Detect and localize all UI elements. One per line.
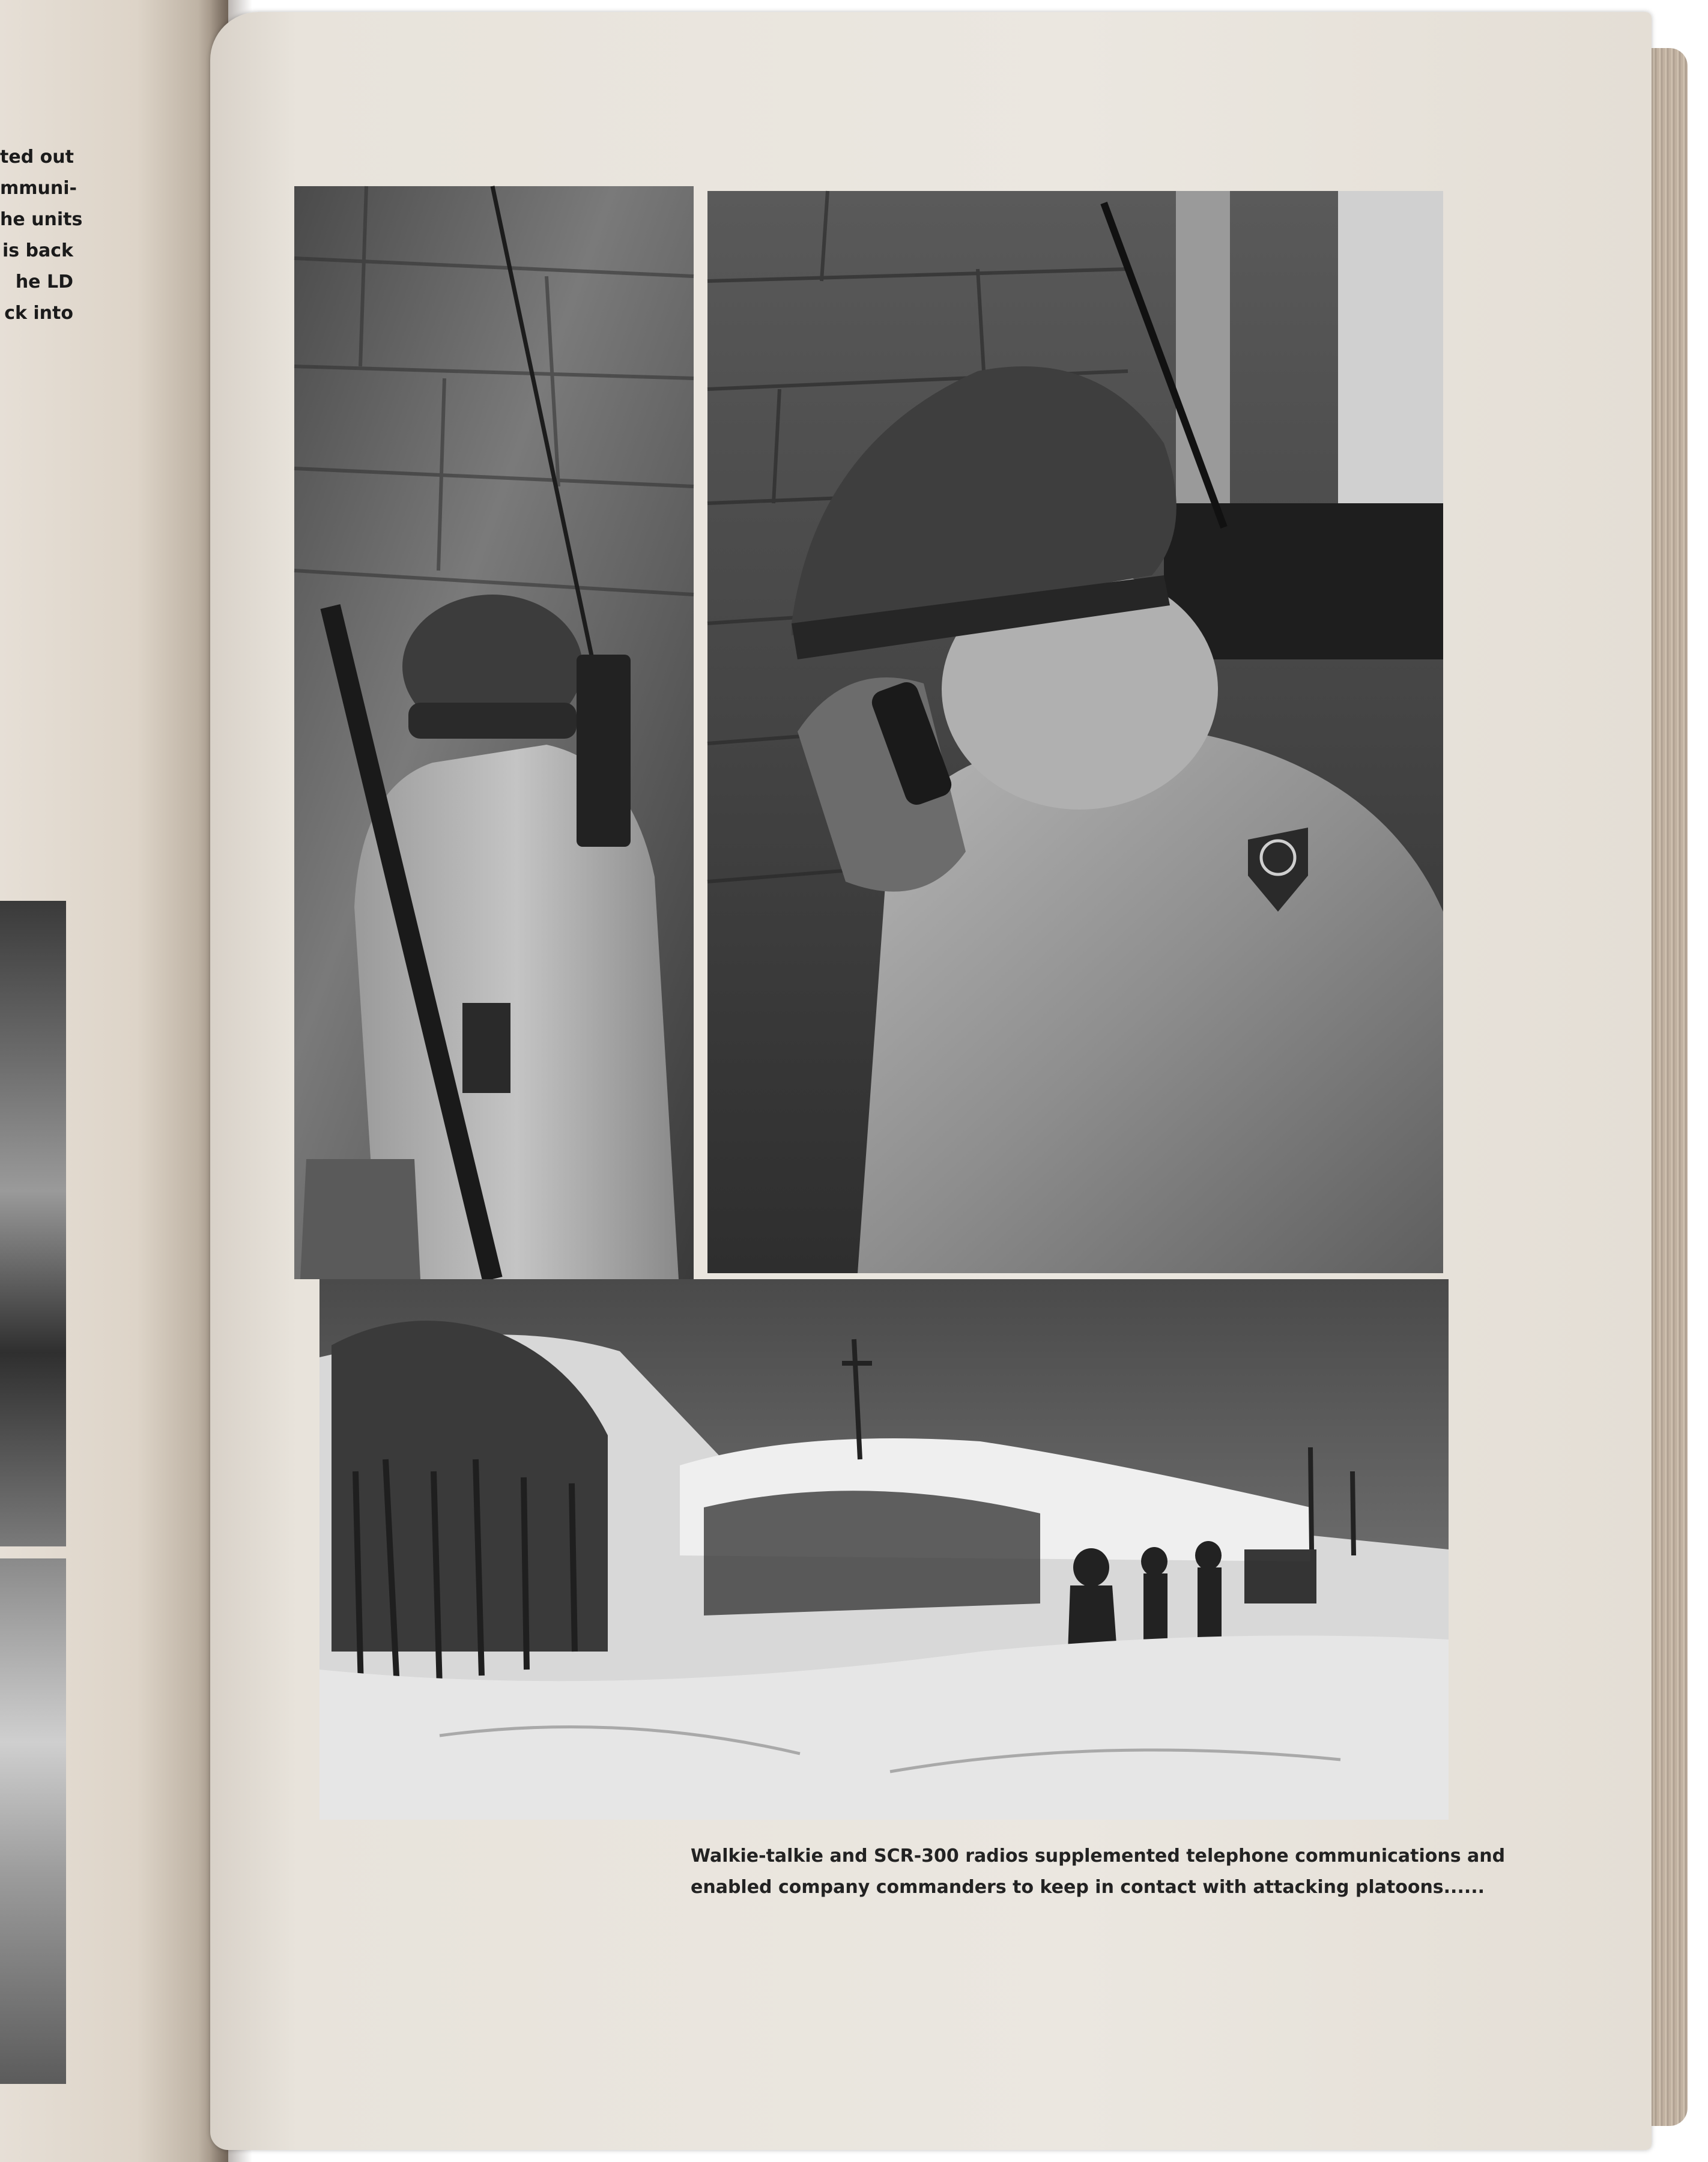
left-text-line: he LD bbox=[15, 271, 73, 292]
left-text-line: is back bbox=[2, 240, 73, 261]
caption-line-2: enabled company commanders to keep in contact with attacking platoons...... bbox=[691, 1877, 1485, 1898]
photo-snow-road bbox=[319, 1279, 1449, 1820]
left-text-line: mmuni- bbox=[0, 178, 77, 199]
left-text-line: ck into bbox=[4, 303, 73, 324]
photo-soldier-telephone bbox=[707, 191, 1443, 1273]
left-page-photo-bottom bbox=[0, 1558, 66, 2084]
left-page-photo-top bbox=[0, 901, 66, 1546]
left-page-text bbox=[0, 142, 83, 329]
left-text-line: he units bbox=[0, 209, 83, 230]
photo-caption bbox=[691, 1841, 1506, 1903]
left-text-line: ted out bbox=[0, 147, 74, 168]
caption-line-1: Walkie-talkie and SCR-300 radios supplemented telephone communications and bbox=[691, 1846, 1506, 1867]
photo-soldier-rifle bbox=[294, 186, 694, 1279]
